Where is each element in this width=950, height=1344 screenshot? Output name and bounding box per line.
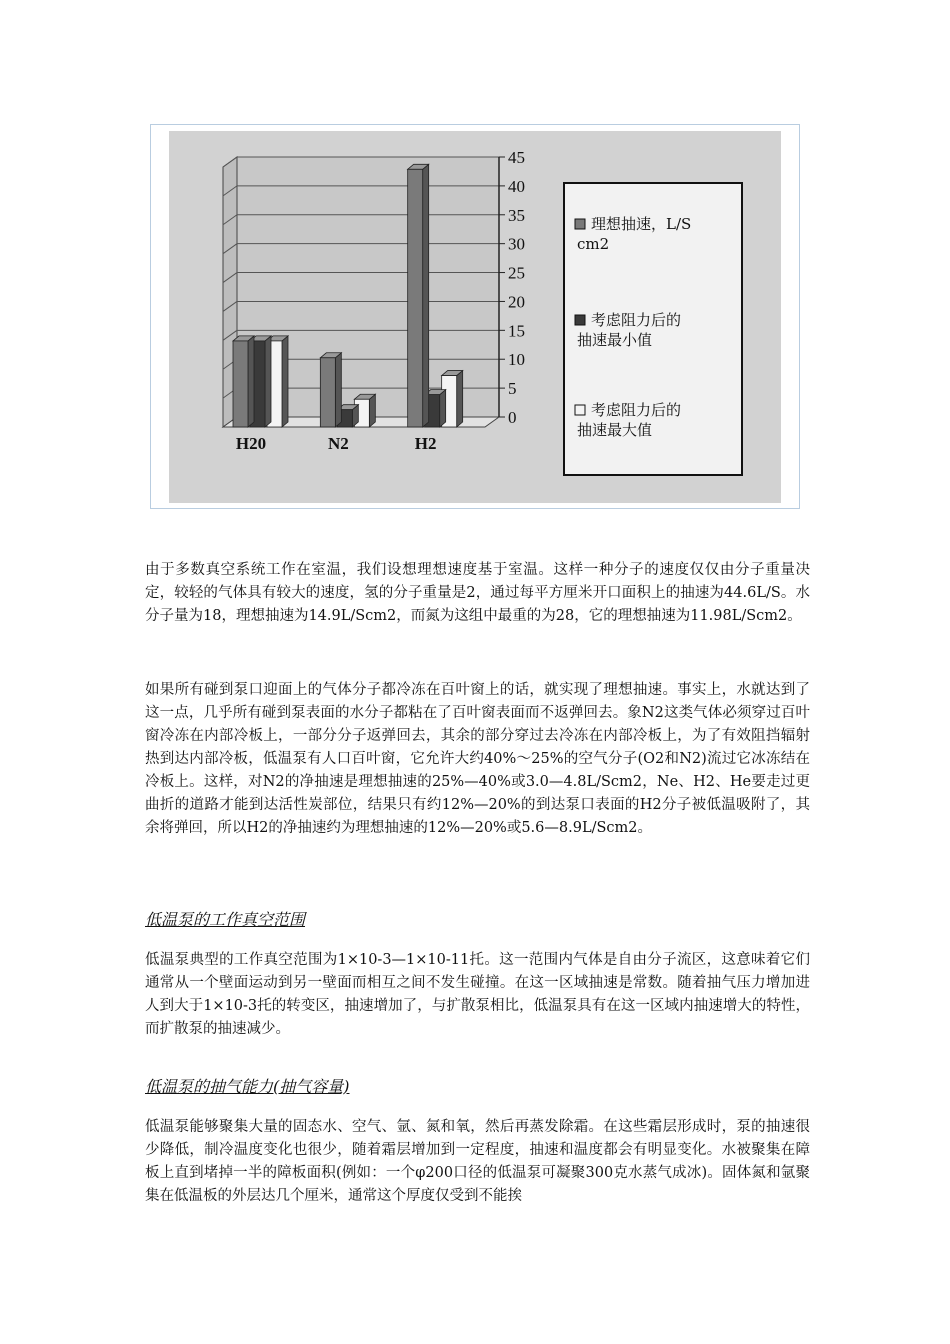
plot-area	[223, 148, 525, 453]
paragraph-working-range: 低温泵典型的工作真空范围为1×10-3—1×10-11托。这一范围内气体是自由分子流区，这意味着它们通常从一个壁面运动到另一壁面而相互之间不发生碰撞。在这一区域抽速是常数。随着抽气压力增加进人到大于1×10-3托的转变区，抽速增加了，与扩散泵相比，低温泵具有在这一区域内抽速增大的特性，而扩散泵的抽速减少。	[145, 952, 810, 1037]
paragraph-ideal-speed: 由于多数真空系统工作在室温，我们设想理想速度基于室温。这样一种分子的速度仅仅由分子重量决定，较轻的气体具有较大的速度，氢的分子重量是2，通过每平方厘米开口面积上的抽速为44.6L/S。水分子量为18，理想抽速为14.9L/Scm2，而氮为这组中最重的为28，它的理想抽速为11.98L/Scm2。	[145, 562, 810, 624]
bar-ideal-side	[335, 353, 341, 427]
y-tick-label: 10	[508, 350, 525, 370]
legend-swatch	[575, 405, 585, 415]
bar-ideal	[320, 358, 335, 427]
bar-ideal-side	[423, 164, 429, 427]
x-tick-label: N2	[327, 434, 349, 453]
y-tick-label: 20	[508, 292, 525, 312]
bar-ideal	[408, 169, 423, 427]
bar-max-side	[369, 394, 375, 427]
section-heading-working-range: 低温泵的工作真空范围	[145, 910, 306, 929]
legend-label: 考虑阻力后的抽速最小值	[577, 311, 682, 349]
bar-ideal	[233, 341, 248, 427]
legend-swatch	[575, 315, 585, 325]
chart-figure	[150, 124, 800, 509]
bar-max-side	[457, 371, 463, 427]
legend-swatch	[575, 219, 585, 229]
bar-min-side	[440, 390, 446, 427]
y-tick-label: 40	[508, 176, 525, 196]
y-tick-label: 35	[508, 205, 525, 225]
bar-max-side	[282, 336, 288, 427]
y-tick-label: 45	[508, 148, 525, 167]
paragraph-louver-freezing: 如果所有碰到泵口迎面上的气体分子都冷冻在百叶窗上的话，就实现了理想抽速。事实上，水就达到了这一点，几乎所有碰到泵表面的水分子都粘在了百叶窗表面而不返弹回去。象N2这类气体必须穿过百叶窗冷冻在内部冷板上，一部分分子返弹回去，其余的部分穿过去冷冻在内部冷板上，为了有效阻挡辐射热到达内部冷板，低温泵有人口百叶窗，它允许大约40%～25%的空气分子(O2和N2)流过它冰冻结在冷板上。这样，对N2的净抽速是理想抽速的25%—40%或3.0—4.8L/Scm2，Ne、H2、He要走过更曲折的道路才能到达活性炭部位，结果只有约12%—20%的到达泵口表面的H2分子被低温吸附了，其余将弹回，所以H2的净抽速约为理想抽速的12%—20%或5.6—8.9L/Scm2。	[145, 682, 810, 836]
paragraph-pumping-capacity: 低温泵能够聚集大量的固态水、空气、氩、氮和氧，然后再蒸发除霜。在这些霜层形成时，泵的抽速很少降低，制冷温度变化也很少，随着霜层增加到一定程度，抽速和温度都会有明显变化。水被聚集在障板上直到堵掉一半的障板面积(例如：一个φ200口径的低温泵可凝聚300克水蒸气成冰)。固体氮和氩聚集在低温板的外层达几个厘米，通常这个厚度仅受到不能挨	[145, 1119, 810, 1204]
bar-min-side	[265, 336, 271, 427]
bar-chart	[151, 125, 801, 510]
section-heading-pumping-capacity: 低温泵的抽气能力(抽气容量)	[145, 1077, 350, 1096]
legend-label: 理想抽速，L/S cm2	[577, 215, 692, 253]
y-tick-label: 5	[508, 379, 517, 399]
y-tick-label: 0	[508, 408, 517, 427]
y-tick-label: 25	[508, 263, 525, 283]
legend-label: 考虑阻力后的抽速最大值	[577, 401, 682, 439]
x-tick-label: H2	[414, 434, 437, 453]
y-tick-label: 15	[508, 321, 525, 341]
y-tick-label: 30	[508, 234, 525, 254]
legend	[564, 183, 742, 475]
x-tick-label: H20	[235, 434, 267, 453]
bar-ideal-side	[248, 336, 254, 427]
